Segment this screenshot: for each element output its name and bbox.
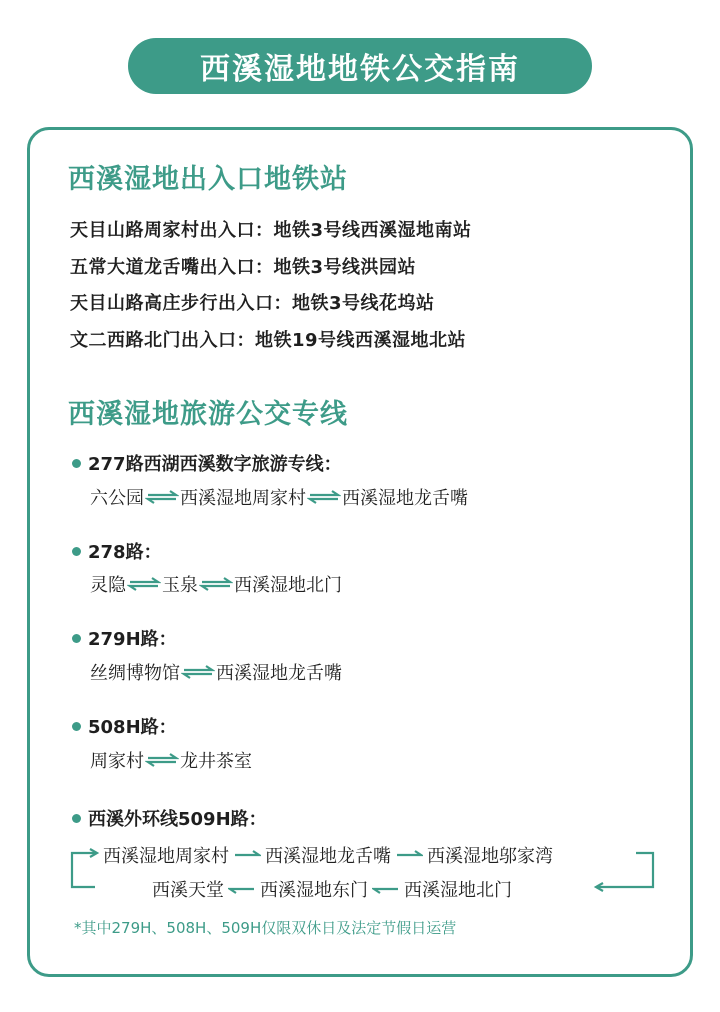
metro-entrance-2: 五常大道龙舌嘴出入口：地铁3号线洪园站 xyxy=(70,257,417,278)
metro-entrance-4: 文二西路北门出入口：地铁19号线西溪湿地北站 xyxy=(70,330,467,351)
bus-stop: 西溪湿地龙舌嘴 xyxy=(216,663,342,684)
bullet-dot-icon xyxy=(72,814,81,823)
bidirectional-arrow-icon xyxy=(307,490,341,504)
bullet-dot-icon xyxy=(72,634,81,643)
bus-stop: 西溪天堂 xyxy=(152,880,224,901)
bullet-dot-icon xyxy=(72,722,81,731)
bidirectional-arrow-icon xyxy=(199,577,233,591)
bus-stop: 灵隐 xyxy=(90,575,126,596)
left-arrow-icon xyxy=(372,882,400,896)
route-277-stops xyxy=(90,484,468,510)
bus-stop: 丝绸博物馆 xyxy=(90,663,180,684)
right-arrow-icon xyxy=(395,848,423,862)
route-name: 279H路： xyxy=(88,629,177,650)
bus-stop: 西溪湿地周家村 xyxy=(180,488,306,509)
bus-stop: 六公园 xyxy=(90,488,144,509)
route-278-header xyxy=(72,538,162,564)
bidirectional-arrow-icon xyxy=(145,753,179,767)
route-name: 278路： xyxy=(88,542,162,563)
route-508h-stops xyxy=(90,747,252,773)
route-509h-header xyxy=(72,805,267,831)
metro-entrance-1: 天目山路周家村出入口：地铁3号线西溪湿地南站 xyxy=(70,220,472,241)
footnote: *其中279H、508H、509H仅限双休日及法定节假日运营 xyxy=(74,919,457,937)
bidirectional-arrow-icon xyxy=(127,577,161,591)
bus-stop: 龙井茶室 xyxy=(180,751,252,772)
route-278-stops xyxy=(90,571,342,597)
left-arrow-icon xyxy=(228,882,256,896)
route-277-header xyxy=(72,450,342,476)
bus-stop: 周家村 xyxy=(90,751,144,772)
bidirectional-arrow-icon xyxy=(145,490,179,504)
route-279h-stops xyxy=(90,659,342,685)
bus-stop: 西溪湿地龙舌嘴 xyxy=(265,846,391,867)
bus-section-heading: 西溪湿地旅游公交专线 xyxy=(68,399,348,430)
bidirectional-arrow-icon xyxy=(181,665,215,679)
bus-stop: 西溪湿地北门 xyxy=(234,575,342,596)
route-508h-header xyxy=(72,713,177,739)
route-name: 西溪外环线509H路： xyxy=(88,809,267,830)
loop-row-2 xyxy=(152,876,512,902)
page-title: 西溪湿地地铁公交指南 xyxy=(128,38,592,94)
bus-stop: 西溪湿地北门 xyxy=(404,880,512,901)
bullet-dot-icon xyxy=(72,547,81,556)
right-arrow-icon xyxy=(233,848,261,862)
route-name: 508H路： xyxy=(88,717,177,738)
route-name: 277路西湖西溪数字旅游专线： xyxy=(88,454,342,475)
route-279h-header xyxy=(72,625,177,651)
metro-entrance-3: 天目山路高庄步行出入口：地铁3号线花坞站 xyxy=(70,293,435,314)
bus-stop: 西溪湿地周家村 xyxy=(103,846,229,867)
bus-stop: 西溪湿地东门 xyxy=(260,880,368,901)
bus-stop: 玉泉 xyxy=(162,575,198,596)
bus-stop: 西溪湿地龙舌嘴 xyxy=(342,488,468,509)
loop-row-1 xyxy=(103,842,553,868)
metro-section-heading: 西溪湿地出入口地铁站 xyxy=(68,164,348,195)
bullet-dot-icon xyxy=(72,459,81,468)
bus-stop: 西溪湿地邬家湾 xyxy=(427,846,553,867)
